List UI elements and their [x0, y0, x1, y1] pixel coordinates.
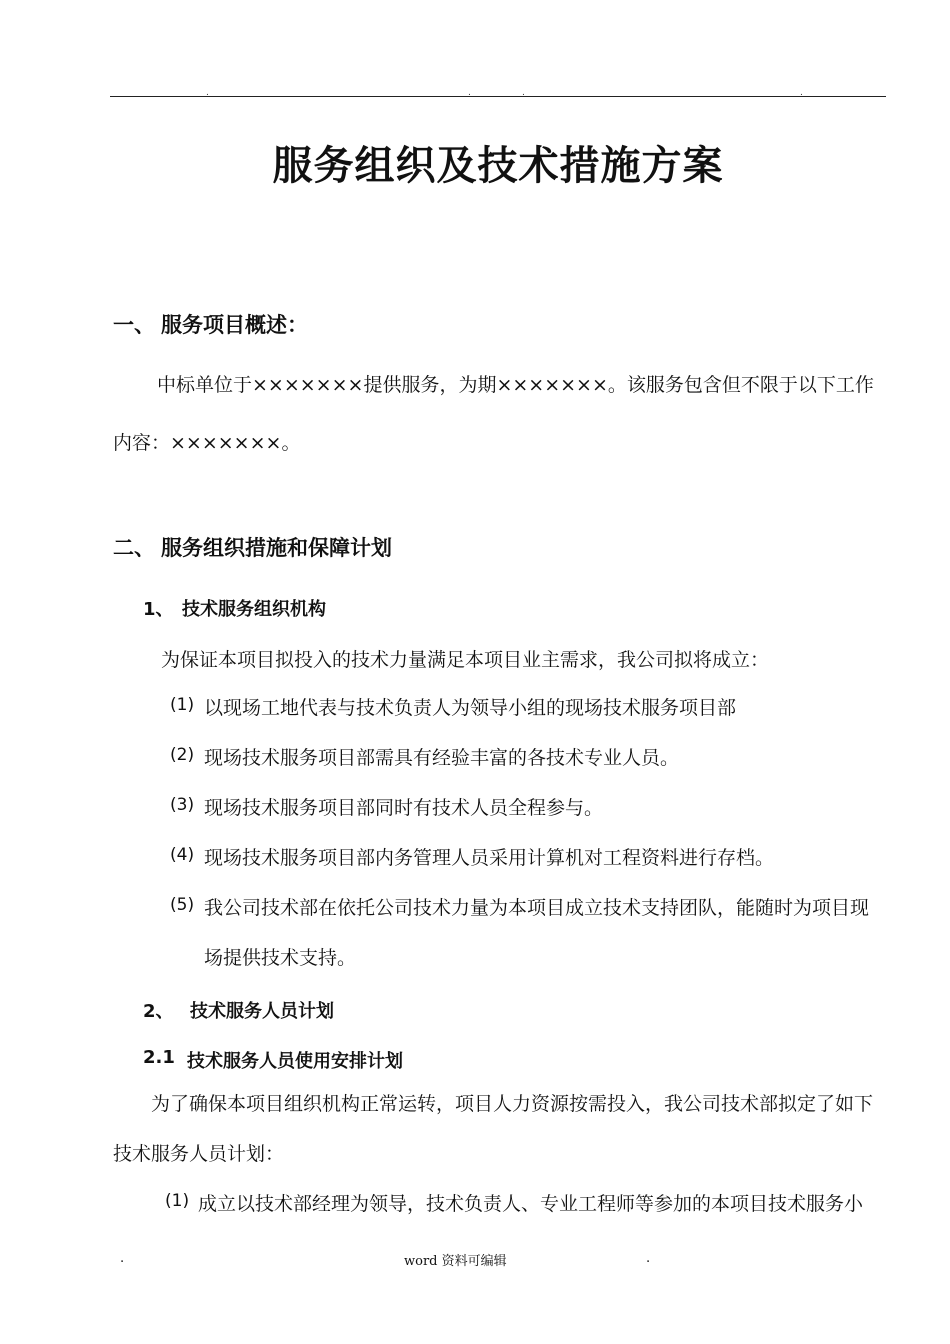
list-item-text-continuation: 场提供技术支持。 [204, 947, 357, 969]
list-item-number: (1) [170, 695, 195, 715]
section1-heading: 服务项目概述： [161, 313, 308, 337]
section1-paragraph-line1: 中标单位于×××××××提供服务，为期×××××××。该服务包含但不限于以下工作 [157, 374, 874, 396]
header-dot: . [522, 88, 525, 98]
header-dot: . [468, 88, 471, 98]
subsection2-heading: 技术服务人员计划 [190, 1001, 334, 1022]
list-item-number: (3) [170, 795, 195, 815]
list-item-number: (1) [165, 1191, 190, 1211]
subsection1-number: 1、 [143, 599, 174, 620]
list-item-number: (5) [170, 895, 195, 915]
list-item-text: 现场技术服务项目部同时有技术人员全程参与。 [204, 797, 604, 819]
list-item-number: (4) [170, 845, 195, 865]
section2-number: 二、 [113, 536, 155, 560]
subsection2-number: 2、 [143, 1001, 174, 1022]
list-item-text: 我公司技术部在依托公司技术力量为本项目成立技术支持团队，能随时为项目现 [204, 897, 870, 919]
header-dot: . [206, 88, 209, 98]
list-item-text: 以现场工地代表与技术负责人为领导小组的现场技术服务项目部 [204, 697, 737, 719]
section2-heading: 服务组织措施和保障计划 [161, 536, 392, 560]
section1-paragraph-line2: 内容：×××××××。 [113, 432, 301, 454]
footer-dot: . [646, 1251, 651, 1266]
subsection1-heading: 技术服务组织机构 [182, 599, 326, 620]
footer-dot: . [120, 1251, 125, 1266]
document-title: 服务组织及技术措施方案 [272, 143, 724, 189]
section1-number: 一、 [113, 313, 155, 337]
list-item-text: 成立以技术部经理为领导，技术负责人、专业工程师等参加的本项目技术服务小 [198, 1193, 864, 1215]
list-item-number: (2) [170, 745, 195, 765]
list-item-text: 现场技术服务项目部内务管理人员采用计算机对工程资料进行存档。 [204, 847, 775, 869]
subsection21-paragraph-line1: 为了确保本项目组织机构正常运转，项目人力资源按需投入，我公司技术部拟定了如下 [151, 1093, 874, 1115]
header-dot: . [800, 88, 803, 98]
subsection21-number: 2.1 [143, 1047, 175, 1068]
list-item-text: 现场技术服务项目部需具有经验丰富的各技术专业人员。 [204, 747, 680, 769]
subsection21-heading: 技术服务人员使用安排计划 [187, 1051, 403, 1072]
header-rule [110, 96, 886, 97]
footer-text: word 资料可编辑 [404, 1254, 507, 1269]
subsection21-paragraph-line2: 技术服务人员计划： [113, 1143, 285, 1165]
subsection1-intro: 为保证本项目拟投入的技术力量满足本项目业主需求，我公司拟将成立： [161, 649, 770, 671]
